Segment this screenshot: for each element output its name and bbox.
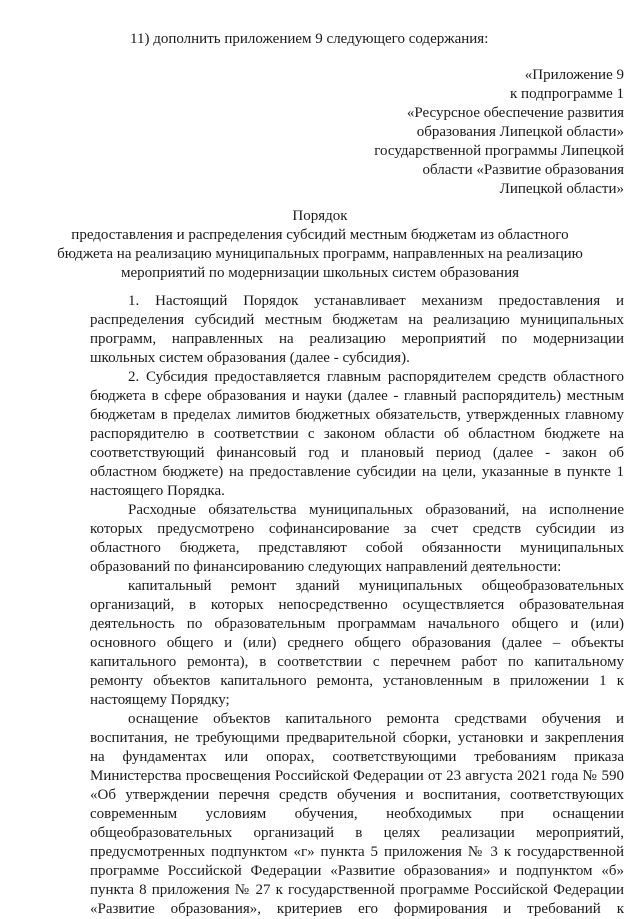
body-line: предусмотренных подпунктом «г» пункта 5 приложения № 3 к государственной bbox=[90, 844, 624, 860]
appendix-header-line: «Ресурсное обеспечение развития bbox=[406, 105, 624, 121]
body-line: пункта 8 приложения № 27 к государственной программе Российской Федерации bbox=[90, 882, 624, 898]
body-line: «Об утверждении перечня средств обучения и воспитания, соответствующих bbox=[90, 787, 624, 803]
appendix-header-line: государственной программы Липецкой bbox=[374, 143, 624, 159]
body-line: распределения субсидий местным бюджетам на реализацию муниципальных bbox=[90, 312, 624, 328]
body-line: воспитания, не требующими предварительной сборки, установки и закрепления bbox=[90, 730, 624, 746]
body-line: капитального ремонта), в соответствии с перечнем работ по капитальному bbox=[90, 654, 624, 670]
document-subtitle-line: бюджета на реализацию муниципальных программ, направленных на реализацию bbox=[57, 246, 583, 262]
intro-line: 11) дополнить приложением 9 следующего содержания: bbox=[130, 31, 489, 47]
body-line: на фундаментах или опорах, соответствующими требованиям приказа bbox=[90, 749, 624, 765]
body-line: ремонту объектов капитального ремонта, установленным в приложении 1 к bbox=[90, 673, 624, 689]
document-subtitle-line: мероприятий по модернизации школьных систем образования bbox=[120, 265, 520, 281]
body-line: современным условиям обучения, необходимых при оснащении bbox=[90, 806, 624, 822]
body-line: оснащение объектов капитального ремонта средствами обучения и bbox=[128, 711, 624, 727]
body-line: настоящего Порядка. bbox=[90, 483, 225, 499]
body-line: настоящему Порядку; bbox=[90, 692, 230, 708]
body-line: организаций, в которых непосредственно осуществляется образовательная bbox=[90, 597, 624, 613]
body-line: бюджетам в пределах лимитов бюджетных обязательств, утвержденных главному bbox=[90, 407, 624, 423]
body-line: бюджета в сфере образования и науки (далее - главный распорядитель) местным bbox=[90, 388, 624, 404]
body-line: которых предусмотрено софинансирование за счет средств субсидии из bbox=[90, 521, 624, 537]
body-line: 1. Настоящий Порядок устанавливает механизм предоставления и bbox=[128, 293, 624, 309]
body-line: общеобразовательных организаций в целях реализации мероприятий, bbox=[90, 825, 624, 841]
appendix-header-line: области «Развитие образования bbox=[422, 162, 624, 178]
appendix-header-line: образования Липецкой области» bbox=[416, 124, 624, 140]
body-line: Министерства просвещения Российской Федерации от 23 августа 2021 года № 590 bbox=[90, 768, 624, 784]
body-line: 2. Субсидия предоставляется главным распорядителем средств областного bbox=[128, 369, 624, 385]
body-line: образований по финансированию следующих направлений деятельности: bbox=[90, 559, 562, 575]
document-subtitle-line: предоставления и распределения субсидий местным бюджетам из областного bbox=[71, 227, 569, 243]
body-line: деятельность по образовательным программам начального общего и (или) bbox=[90, 616, 624, 632]
body-line: школьных систем образования (далее - субсидия). bbox=[90, 350, 410, 366]
document-title: Порядок bbox=[292, 208, 348, 224]
appendix-header-line: к подпрограмме 1 bbox=[510, 86, 624, 102]
body-line: областном бюджете) на предоставление субсидии на цели, указанные в пункте 1 bbox=[90, 464, 624, 480]
document-body bbox=[90, 292, 624, 919]
body-line: областного бюджета, представляют собой обязанности муниципальных bbox=[90, 540, 624, 556]
body-line: «Развитие образования», критериев его формирования и требований к bbox=[90, 901, 624, 917]
body-line: основного общего и (или) среднего общего образования (далее – объекты bbox=[90, 635, 624, 651]
body-line: программ, направленных на реализацию мероприятий по модернизации bbox=[90, 331, 624, 347]
body-line: программе Российской Федерации «Развитие образования» и подпунктом «б» bbox=[90, 863, 624, 879]
appendix-header-line: «Приложение 9 bbox=[524, 67, 624, 83]
body-line: Расходные обязательства муниципальных образований, на исполнение bbox=[128, 502, 624, 518]
body-line: соответствующий финансовый год и плановый период (далее - закон об bbox=[90, 445, 624, 461]
appendix-header-line: Липецкой области» bbox=[499, 181, 624, 197]
body-line: капитальный ремонт зданий муниципальных общеобразовательных bbox=[128, 578, 624, 594]
body-line: распорядителю в соответствии с законом области об областном бюджете на bbox=[90, 426, 624, 442]
